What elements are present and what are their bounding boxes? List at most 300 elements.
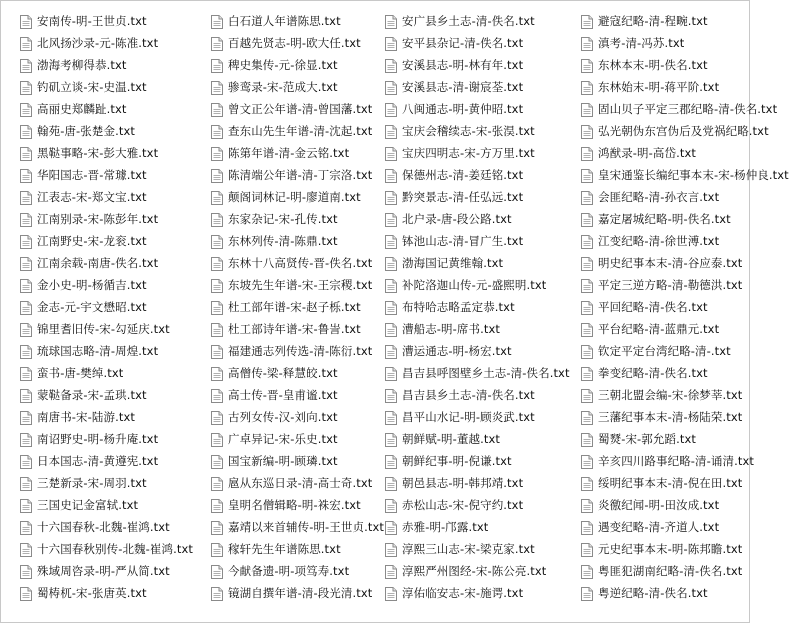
file-name: 高僧传-梁-释慧皎.txt (228, 366, 338, 380)
file-item[interactable] (211, 274, 373, 296)
text-file-icon (20, 388, 32, 402)
file-name: 琉球国志略-清-周煌.txt (37, 344, 159, 358)
file-item[interactable] (20, 120, 208, 142)
text-file-icon (385, 454, 397, 468)
text-file-icon (211, 234, 223, 248)
text-file-icon (20, 564, 32, 578)
file-item[interactable] (385, 76, 571, 98)
file-name: 炎徼纪闻-明-田汝成.txt (598, 498, 720, 512)
text-file-icon (211, 476, 223, 490)
file-name: 颠阁词林记-明-廖道南.txt (228, 190, 361, 204)
file-name: 淳佑临安志-宋-施谔.txt (402, 586, 524, 600)
text-file-icon (20, 322, 32, 336)
file-item[interactable] (385, 252, 571, 274)
file-name: 拳变纪略-清-佚名.txt (598, 366, 708, 380)
file-item[interactable] (20, 384, 208, 406)
text-file-icon (20, 432, 32, 446)
file-item[interactable] (581, 142, 749, 164)
file-name: 白石道人年谱陈思.txt (228, 14, 341, 28)
file-name: 布特哈志略孟定恭.txt (402, 300, 515, 314)
text-file-icon (385, 190, 397, 204)
file-name: 北风扬沙录-元-陈准.txt (37, 36, 159, 50)
text-file-icon (20, 14, 32, 28)
text-file-icon (385, 322, 397, 336)
file-name: 华阳国志-晋-常璩.txt (37, 168, 147, 182)
file-item[interactable] (581, 318, 749, 340)
file-item[interactable] (211, 340, 373, 362)
text-file-icon (581, 190, 593, 204)
file-item[interactable] (20, 560, 208, 582)
file-item[interactable] (385, 274, 571, 296)
file-name: 福建通志列传选-清-陈衍.txt (228, 344, 373, 358)
file-item[interactable] (211, 516, 384, 538)
text-file-icon (385, 168, 397, 182)
text-file-icon (581, 542, 593, 556)
file-name: 嘉靖以来首辅传-明-王世贞.txt (228, 520, 384, 534)
file-item[interactable] (20, 406, 208, 428)
text-file-icon (385, 124, 397, 138)
text-file-icon (385, 366, 397, 380)
file-item[interactable] (211, 98, 373, 120)
file-item[interactable] (581, 494, 749, 516)
file-item[interactable] (581, 208, 749, 230)
file-name: 赤雅-明-邝露.txt (402, 520, 489, 534)
file-item[interactable] (211, 120, 373, 142)
file-name: 元史纪事本末-明-陈邦瞻.txt (598, 542, 743, 556)
file-item[interactable] (20, 450, 208, 472)
text-file-icon (20, 344, 32, 358)
file-item[interactable] (581, 76, 749, 98)
file-item[interactable] (211, 10, 373, 32)
file-name: 昌平山水记-明-顾炎武.txt (402, 410, 535, 424)
file-name: 高丽史郑麟趾.txt (37, 102, 127, 116)
file-name: 漕船志-明-席书.txt (402, 322, 500, 336)
text-file-icon (211, 586, 223, 600)
file-name: 北户录-唐-段公路.txt (402, 212, 512, 226)
text-file-icon (211, 190, 223, 204)
file-name: 东林本末-明-佚名.txt (598, 58, 708, 72)
text-file-icon (211, 36, 223, 50)
text-file-icon (581, 80, 593, 94)
text-file-icon (581, 476, 593, 490)
file-name: 钓矶立谈-宋-史温.txt (37, 80, 147, 94)
file-name: 宝庆四明志-宋-方万里.txt (402, 146, 535, 160)
file-item[interactable] (581, 274, 749, 296)
file-item[interactable] (581, 538, 749, 560)
file-name: 八闽通志-明-黄仲昭.txt (402, 102, 524, 116)
text-file-icon (385, 476, 397, 490)
file-name: 滇考-清-冯苏.txt (598, 36, 685, 50)
file-name: 杜工部年谱-宋-赵子栎.txt (228, 300, 361, 314)
text-file-icon (581, 36, 593, 50)
file-name: 三国史记金富轼.txt (37, 498, 139, 512)
text-file-icon (20, 586, 32, 600)
file-item[interactable] (385, 142, 571, 164)
text-file-icon (581, 278, 593, 292)
file-name: 安广县乡土志-清-佚名.txt (402, 14, 535, 28)
file-name: 百越先贤志-明-欧大任.txt (228, 36, 361, 50)
text-file-icon (211, 498, 223, 512)
file-item[interactable] (581, 296, 749, 318)
text-file-icon (211, 80, 223, 94)
file-name: 安南传-明-王世贞.txt (37, 14, 147, 28)
file-column-2 (211, 10, 384, 622)
file-item[interactable] (20, 516, 208, 538)
file-item[interactable] (20, 252, 208, 274)
text-file-icon (385, 102, 397, 116)
file-name: 昌吉县呼图壁乡土志-清-佚名.txt (402, 366, 570, 380)
file-name: 渤海考柳得恭.txt (37, 58, 127, 72)
text-file-icon (581, 102, 593, 116)
file-item[interactable] (581, 560, 749, 582)
file-item[interactable] (385, 32, 571, 54)
file-name: 明史纪事本末-清-谷应泰.txt (598, 256, 743, 270)
file-name: 殊域周咨录-明-严从简.txt (37, 564, 170, 578)
file-item[interactable] (385, 582, 571, 604)
file-item[interactable] (211, 164, 373, 186)
text-file-icon (211, 256, 223, 270)
file-item[interactable] (20, 164, 208, 186)
file-item[interactable] (211, 494, 373, 516)
file-name: 避寇纪略-清-程畹.txt (598, 14, 708, 28)
text-file-icon (385, 300, 397, 314)
file-item[interactable] (385, 450, 571, 472)
file-item[interactable] (211, 428, 373, 450)
text-file-icon (581, 498, 593, 512)
text-file-icon (211, 322, 223, 336)
file-item[interactable] (581, 450, 754, 472)
file-item[interactable] (385, 230, 571, 252)
file-item[interactable] (20, 340, 208, 362)
text-file-icon (385, 80, 397, 94)
file-item[interactable] (20, 494, 208, 516)
file-name: 三藩纪事本末-清-杨陆荣.txt (598, 410, 743, 424)
file-item[interactable] (581, 362, 749, 384)
text-file-icon (20, 168, 32, 182)
file-item[interactable] (385, 208, 571, 230)
file-item[interactable] (211, 76, 373, 98)
text-file-icon (581, 564, 593, 578)
file-name: 辛亥四川路事纪略-清-诵清.txt (598, 454, 754, 468)
file-name: 陈第年谱-清-金云铭.txt (228, 146, 350, 160)
file-item[interactable] (385, 296, 571, 318)
file-item[interactable] (211, 208, 373, 230)
file-name: 金志-元-宇文懋昭.txt (37, 300, 147, 314)
text-file-icon (385, 388, 397, 402)
text-file-icon (581, 212, 593, 226)
file-item[interactable] (20, 296, 208, 318)
file-name: 黑鞑事略-宋-彭大雅.txt (37, 146, 159, 160)
file-item[interactable] (20, 472, 208, 494)
file-name: 补陀洛迦山传-元-盛熙明.txt (402, 278, 547, 292)
text-file-icon (581, 234, 593, 248)
text-file-icon (581, 146, 593, 160)
file-column-3 (385, 10, 571, 622)
file-item[interactable] (385, 318, 571, 340)
file-item[interactable] (581, 252, 749, 274)
file-item[interactable] (385, 54, 571, 76)
text-file-icon (385, 36, 397, 50)
file-name: 朝邑县志-明-韩邦靖.txt (402, 476, 524, 490)
file-name: 保德州志-清-姜廷铭.txt (402, 168, 524, 182)
file-item[interactable] (20, 538, 208, 560)
file-item[interactable] (211, 560, 373, 582)
text-file-icon (385, 586, 397, 600)
file-item[interactable] (20, 142, 208, 164)
file-item[interactable] (20, 428, 208, 450)
file-name: 十六国春秋-北魏-崔鸿.txt (37, 520, 170, 534)
text-file-icon (211, 432, 223, 446)
file-name: 江南余载-南唐-佚名.txt (37, 256, 159, 270)
file-item[interactable] (211, 252, 373, 274)
text-file-icon (20, 278, 32, 292)
text-file-icon (581, 322, 593, 336)
text-file-icon (385, 256, 397, 270)
file-item[interactable] (581, 340, 749, 362)
file-item[interactable] (385, 362, 571, 384)
text-file-icon (581, 58, 593, 72)
file-item[interactable] (20, 208, 208, 230)
text-file-icon (20, 146, 32, 160)
text-file-icon (211, 102, 223, 116)
file-item[interactable] (385, 98, 571, 120)
file-name: 三楚新录-宋-周羽.txt (37, 476, 147, 490)
file-name: 会匪纪略-清-孙衣言.txt (598, 190, 720, 204)
text-file-icon (20, 190, 32, 204)
file-name: 江表志-宋-郑文宝.txt (37, 190, 147, 204)
file-name: 蛮书-唐-樊绰.txt (37, 366, 124, 380)
text-file-icon (20, 212, 32, 226)
text-file-icon (581, 124, 593, 138)
file-item[interactable] (581, 582, 749, 604)
file-name: 安溪县志-清-谢宸荃.txt (402, 80, 524, 94)
file-item[interactable] (211, 54, 373, 76)
file-name: 今献备遗-明-项笃寿.txt (228, 564, 350, 578)
file-item[interactable] (581, 120, 769, 142)
file-name: 查东山先生年谱-清-沈起.txt (228, 124, 373, 138)
file-item[interactable] (20, 54, 208, 76)
text-file-icon (385, 58, 397, 72)
text-file-icon (385, 520, 397, 534)
file-name: 蜀燹-宋-郭允蹈.txt (598, 432, 696, 446)
text-file-icon (581, 344, 593, 358)
file-item[interactable] (20, 582, 208, 604)
file-item[interactable] (581, 186, 749, 208)
file-name: 安溪县志-明-林有年.txt (402, 58, 524, 72)
file-item[interactable] (581, 164, 789, 186)
text-file-icon (385, 344, 397, 358)
text-file-icon (20, 58, 32, 72)
file-name: 粤逆纪略-清-佚名.txt (598, 586, 708, 600)
text-file-icon (581, 256, 593, 270)
text-file-icon (20, 542, 32, 556)
text-file-icon (581, 432, 593, 446)
file-name: 钦定平定台湾纪略-清-.txt (598, 344, 731, 358)
file-name: 赤松山志-宋-倪守约.txt (402, 498, 524, 512)
file-name: 绥明纪事本末-清-倪在田.txt (598, 476, 743, 490)
file-name: 漕运通志-明-杨宏.txt (402, 344, 512, 358)
text-file-icon (211, 564, 223, 578)
text-file-icon (211, 300, 223, 314)
file-item[interactable] (385, 406, 571, 428)
text-file-icon (211, 278, 223, 292)
text-file-icon (20, 300, 32, 314)
file-name: 固山贝子平定三郡纪略-清-佚名.txt (598, 102, 778, 116)
file-name: 皇宋通鉴长编纪事本末-宋-杨仲良.txt (598, 168, 789, 182)
file-item[interactable] (385, 538, 571, 560)
file-name: 遇变纪略-清-齐道人.txt (598, 520, 720, 534)
file-item[interactable] (211, 472, 373, 494)
file-name: 陈清端公年谱-清-丁宗洛.txt (228, 168, 373, 182)
text-file-icon (581, 168, 593, 182)
text-file-icon (211, 14, 223, 28)
file-name: 曾文正公年谱-清-曾国藩.txt (228, 102, 373, 116)
text-file-icon (211, 410, 223, 424)
file-name: 昌吉县乡土志-清-佚名.txt (402, 388, 535, 402)
file-item[interactable] (581, 98, 778, 120)
file-name: 骖鸾录-宋-范成大.txt (228, 80, 338, 94)
file-name: 淳熙严州图经-宋-陈公亮.txt (402, 564, 547, 578)
file-item[interactable] (581, 472, 749, 494)
file-name: 扈从东巡日录-清-高士奇.txt (228, 476, 373, 490)
file-item[interactable] (385, 428, 571, 450)
file-item[interactable] (20, 76, 208, 98)
text-file-icon (385, 542, 397, 556)
text-file-icon (385, 410, 397, 424)
text-file-icon (211, 212, 223, 226)
file-name: 三朝北盟会编-宋-徐梦莘.txt (598, 388, 743, 402)
file-item[interactable] (581, 516, 749, 538)
text-file-icon (20, 36, 32, 50)
file-name: 东林十八高贤传-晋-佚名.txt (228, 256, 373, 270)
text-file-icon (211, 454, 223, 468)
text-file-icon (385, 212, 397, 226)
file-name: 嘉定屠城纪略-明-佚名.txt (598, 212, 731, 226)
file-item[interactable] (211, 362, 373, 384)
file-item[interactable] (20, 10, 208, 32)
file-name: 弘光朝伪东宫伪后及党祸纪略.txt (598, 124, 769, 138)
file-item[interactable] (211, 406, 373, 428)
file-item[interactable] (20, 98, 208, 120)
file-item[interactable] (211, 318, 373, 340)
file-name: 江变纪略-清-徐世溥.txt (598, 234, 720, 248)
file-name: 古列女传-汉-刘向.txt (228, 410, 338, 424)
file-item[interactable] (385, 494, 571, 516)
file-item[interactable] (385, 516, 571, 538)
file-item[interactable] (385, 384, 571, 406)
text-file-icon (20, 410, 32, 424)
file-name: 蒙鞑备录-宋-孟珙.txt (37, 388, 147, 402)
file-item[interactable] (385, 560, 571, 582)
file-item[interactable] (211, 582, 373, 604)
file-name: 粤匪犯湖南纪略-清-佚名.txt (598, 564, 743, 578)
file-item[interactable] (20, 32, 208, 54)
file-item[interactable] (211, 230, 373, 252)
file-item[interactable] (581, 32, 749, 54)
file-item[interactable] (385, 340, 571, 362)
file-item[interactable] (385, 186, 571, 208)
text-file-icon (20, 234, 32, 248)
file-name: 广卓异记-宋-乐史.txt (228, 432, 338, 446)
text-file-icon (581, 366, 593, 380)
text-file-icon (20, 520, 32, 534)
file-name: 朝鲜纪事-明-倪谦.txt (402, 454, 512, 468)
file-item[interactable] (581, 230, 749, 252)
file-item[interactable] (385, 472, 571, 494)
file-name: 平台纪略-清-蓝鼎元.txt (598, 322, 720, 336)
file-item[interactable] (211, 450, 373, 472)
file-name: 稼轩先生年谱陈思.txt (228, 542, 341, 556)
file-item[interactable] (211, 32, 373, 54)
file-item[interactable] (20, 186, 208, 208)
file-name: 南唐书-宋-陆游.txt (37, 410, 135, 424)
file-name: 江南别录-宋-陈彭年.txt (37, 212, 159, 226)
file-item[interactable] (211, 186, 373, 208)
file-name: 镜湖自撰年谱-清-段光清.txt (228, 586, 373, 600)
text-file-icon (211, 58, 223, 72)
file-item[interactable] (581, 10, 749, 32)
file-name: 宝庆会稽续志-宋-张淏.txt (402, 124, 535, 138)
text-file-icon (385, 146, 397, 160)
file-name: 渤海国记黄维翰.txt (402, 256, 504, 270)
file-name: 高士传-晋-皇甫谧.txt (228, 388, 338, 402)
file-item[interactable] (20, 230, 208, 252)
text-file-icon (20, 476, 32, 490)
text-file-icon (385, 432, 397, 446)
file-item[interactable] (581, 54, 749, 76)
file-name: 日本国志-清-黄遵宪.txt (37, 454, 159, 468)
file-item[interactable] (211, 296, 373, 318)
file-item[interactable] (581, 384, 749, 406)
text-file-icon (385, 234, 397, 248)
file-item[interactable] (20, 274, 208, 296)
file-item[interactable] (581, 406, 749, 428)
file-name: 稗史集传-元-徐显.txt (228, 58, 338, 72)
text-file-icon (385, 14, 397, 28)
file-name: 东林始末-明-蒋平阶.txt (598, 80, 720, 94)
file-name: 东家杂记-宋-孔传.txt (228, 212, 338, 226)
text-file-icon (385, 278, 397, 292)
text-file-icon (211, 124, 223, 138)
file-item[interactable] (211, 142, 373, 164)
file-name: 锦里耆旧传-宋-勾延庆.txt (37, 322, 170, 336)
file-name: 黔突景志-清-任弘远.txt (402, 190, 524, 204)
file-item[interactable] (385, 120, 571, 142)
text-file-icon (385, 564, 397, 578)
file-item[interactable] (581, 428, 749, 450)
text-file-icon (211, 542, 223, 556)
text-file-icon (211, 366, 223, 380)
file-name: 翰苑-唐-张楚金.txt (37, 124, 135, 138)
file-name: 国宝新编-明-顾璘.txt (228, 454, 338, 468)
text-file-icon (20, 256, 32, 270)
file-item[interactable] (385, 10, 571, 32)
text-file-icon (211, 168, 223, 182)
text-file-icon (20, 124, 32, 138)
file-name: 皇明名僧辑略-明-袾宏.txt (228, 498, 361, 512)
file-item[interactable] (385, 164, 571, 186)
file-item[interactable] (211, 538, 373, 560)
file-name: 杜工部诗年谱-宋-鲁訔.txt (228, 322, 361, 336)
file-item[interactable] (20, 318, 208, 340)
file-name: 安平县杂记-清-佚名.txt (402, 36, 524, 50)
file-name: 鸿猷录-明-高岱.txt (598, 146, 696, 160)
file-item[interactable] (20, 362, 208, 384)
file-name: 东坡先生年谱-宋-王宗稷.txt (228, 278, 373, 292)
file-name: 东林列传-清-陈鼎.txt (228, 234, 338, 248)
file-item[interactable] (211, 384, 373, 406)
file-name: 江南野史-宋-龙衮.txt (37, 234, 147, 248)
